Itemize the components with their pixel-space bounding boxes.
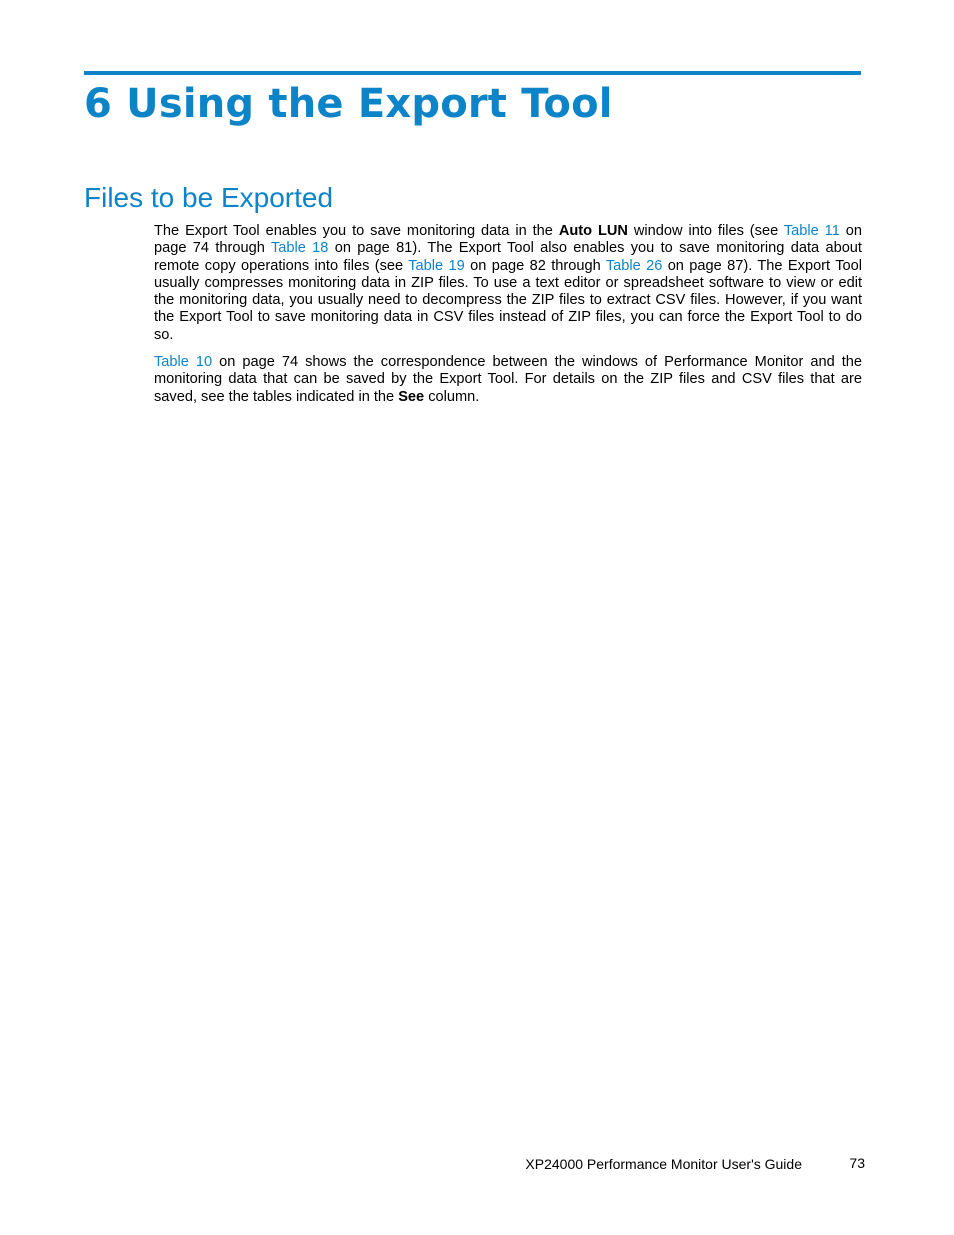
text-run: column. <box>424 388 480 405</box>
link-table-19[interactable]: Table 19 <box>408 257 465 274</box>
ui-term-see: See <box>398 388 425 405</box>
text-run: The Export Tool enables you to save monitoring data in the <box>154 223 559 239</box>
link-table-10[interactable]: Table 10 <box>154 354 213 370</box>
body-paragraph-2 <box>154 354 862 406</box>
text-run: window into files (see <box>627 223 784 239</box>
text-run: on page 87). The Export Tool usually compresses monitoring data in ZIP files. To use a text editor or spreadsheet software to view or edit the monitoring data, you usually need to decompress the ZIP files to extract CSV files. However, if you want the Export Tool to save monitoring data in CSV files instead of ZIP files, you can force the Export Tool to do so. <box>154 257 862 343</box>
link-table-11[interactable]: Table 11 <box>783 223 840 239</box>
text-run: on page 74 through <box>154 223 862 257</box>
chapter-title: 6 Using the Export Tool <box>84 81 613 127</box>
chapter-rule <box>84 71 861 75</box>
footer-guide-title: XP24000 Performance Monitor User's Guide <box>525 1156 802 1172</box>
ui-term-auto-lun: Auto LUN <box>558 223 628 239</box>
text-run: on page 81). The Export Tool also enables you to save monitoring data about remote copy operations into files (see <box>154 240 862 274</box>
body-paragraph-1 <box>154 223 862 344</box>
link-table-26[interactable]: Table 26 <box>605 257 663 274</box>
text-run: on page 74 shows the correspondence between the windows of Performance Monitor and the monitoring data that can be saved by the Export Tool. For details on the ZIP files and CSV files that are saved, see the tables indicated in the <box>154 354 862 405</box>
section-title: Files to be Exported <box>84 182 334 213</box>
text-run: on page 82 through <box>464 257 606 274</box>
link-table-18[interactable]: Table 18 <box>270 240 329 257</box>
footer-page-number: 73 <box>849 1155 865 1171</box>
